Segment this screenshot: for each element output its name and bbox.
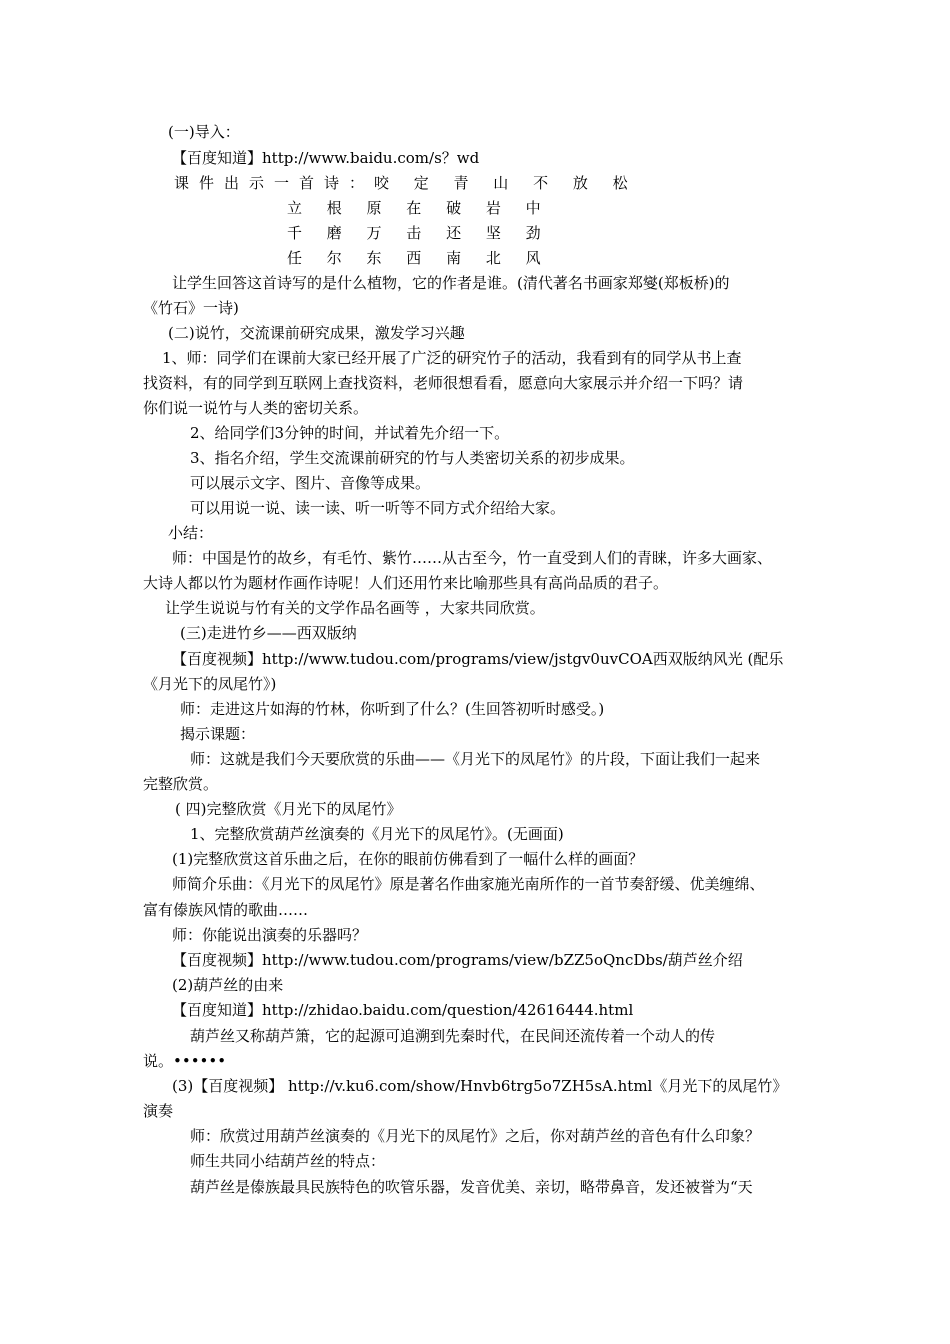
paragraph-line: 师：这就是我们今天要欣赏的乐曲——《月光下的凤尾竹》的片段，下面让我们一起来 (190, 750, 761, 768)
paragraph-line: 师：你能说出演奏的乐器吗？ (172, 926, 368, 944)
paragraph-line: 葫芦丝又称葫芦箫，它的起源可追溯到先秦时代，在民间还流传着一个动人的传 (190, 1027, 716, 1045)
baidu-zhidao-link-line: 【百度知道】http://zhidao.baidu.com/question/42616444.html (172, 1001, 634, 1019)
paragraph-line: 师：欣赏过用葫芦丝演奏的《月光下的凤尾竹》之后，你对葫芦丝的音色有什么印象？ (190, 1127, 761, 1145)
paragraph-line: 《月光下的凤尾竹》) (143, 675, 277, 693)
section-4-heading: ( 四)完整欣赏《月光下的凤尾竹》 (175, 800, 402, 818)
paragraph-line: 富有傣族风情的歌曲…… (143, 901, 309, 919)
paragraph-line: 可以用说一说、读一读、听一听等不同方式介绍给大家。 (190, 499, 566, 517)
poem-line-3: 千 磨 万 击 还 坚 劲 (287, 224, 551, 242)
paragraph-line: 让学生说说与竹有关的文学作品名画等 ，大家共同欣赏。 (165, 599, 545, 617)
paragraph-line: 让学生回答这首诗写的是什么植物，它的作者是谁。(清代著名书画家郑燮(郑板桥)的 (172, 274, 730, 292)
paragraph-line: 师：中国是竹的故乡，有毛竹、紫竹……从古至今，竹一直受到人们的青睐，许多大画家、 (172, 549, 773, 567)
baidu-video-link-line: (3)【百度视频】 http://v.ku6.com/show/Hnvb6trg5o7ZH5sA.html《月光下的凤尾竹》 (172, 1077, 788, 1095)
poem-line-4: 任 尔 东 西 南 北 风 (287, 249, 551, 267)
paragraph-line: 1、师：同学们在课前大家已经开展了广泛的研究竹子的活动，我看到有的同学从书上查 (162, 349, 742, 367)
paragraph-line: 找资料，有的同学到互联网上查找资料，老师很想看看，愿意向大家展示并介绍一下吗？请 (143, 374, 744, 392)
paragraph-line: 师：走进这片如海的竹林，你听到了什么？(生回答初听时感受。) (180, 700, 605, 718)
paragraph-line: 大诗人都以竹为题材作画作诗呢！人们还用竹来比喻那些具有高尚品质的君子。 (143, 574, 669, 592)
section-1-heading: (一)导入： (168, 123, 240, 141)
paragraph-line: 师简介乐曲：《月光下的凤尾竹》原是著名作曲家施光南所作的一首节奏舒缓、优美缠绵、 (172, 875, 765, 893)
paragraph-line: 说。•••••• (143, 1052, 227, 1070)
section-2-heading: (二)说竹，交流课前研究成果，激发学习兴趣 (168, 324, 465, 342)
subsection-heading: (2)葫芦丝的由来 (172, 976, 284, 994)
paragraph-line: 1、完整欣赏葫芦丝演奏的《月光下的凤尾竹》。(无画面) (190, 825, 564, 843)
summary-label: 小结： (168, 524, 214, 542)
baidu-video-link-line: 【百度视频】http://www.tudou.com/programs/view/jstgv0uvCOA西双版纳风光 (配乐 (172, 650, 784, 668)
poem-line-2: 立 根 原 在 破 岩 中 (287, 199, 551, 217)
reveal-topic-label: 揭示课题： (180, 725, 256, 743)
baidu-zhidao-link-line: 【百度知道】http://www.baidu.com/s？wd (172, 149, 480, 167)
paragraph-line: 演奏 (143, 1102, 174, 1120)
paragraph-line: 3、指名介绍，学生交流课前研究的竹与人类密切关系的初步成果。 (190, 449, 635, 467)
paragraph-line: 完整欣赏。 (143, 775, 219, 793)
paragraph-line: 《竹石》一诗) (143, 299, 239, 317)
paragraph-line: 师生共同小结葫芦丝的特点： (190, 1152, 386, 1170)
poem-line-1: 课件出示一首诗：咬 定 青 山 不 放 松 (174, 174, 638, 192)
section-3-heading: (三)走进竹乡——西双版纳 (180, 624, 357, 642)
paragraph-line: 葫芦丝是傣族最具民族特色的吹管乐器，发音优美、亲切，略带鼻音，发还被誉为“天 (190, 1178, 753, 1196)
paragraph-line: 2、给同学们3分钟的时间，并试着先介绍一下。 (190, 424, 510, 442)
paragraph-line: 可以展示文字、图片、音像等成果。 (190, 474, 431, 492)
paragraph-line: 你们说一说竹与人类的密切关系。 (143, 399, 369, 417)
baidu-video-link-line: 【百度视频】http://www.tudou.com/programs/view/bZZ5oQncDbs/葫芦丝介绍 (172, 951, 743, 969)
paragraph-line: (1)完整欣赏这首乐曲之后，在你的眼前仿佛看到了一幅什么样的画面？ (172, 850, 644, 868)
